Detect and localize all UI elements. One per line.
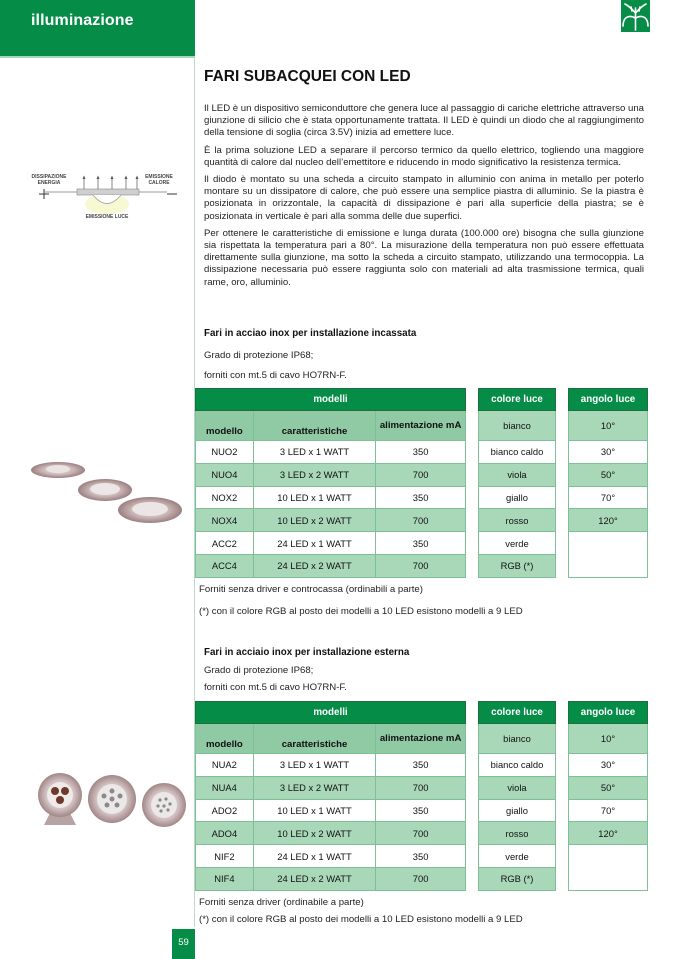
color-cell: verde xyxy=(479,532,556,555)
cell-caratteristiche: 3 LED x 1 WATT xyxy=(253,441,375,464)
color-cell: giallo xyxy=(479,486,556,509)
section-title: Fari in acciaio inox per installazione esterna xyxy=(204,647,410,658)
cell-ma: 350 xyxy=(376,754,466,777)
cell-caratteristiche: 3 LED x 2 WATT xyxy=(253,463,375,486)
cell-modello: NUA2 xyxy=(196,754,254,777)
cell-caratteristiche: 3 LED x 1 WATT xyxy=(253,754,375,777)
section-incassata xyxy=(204,328,664,381)
color-table-esterna xyxy=(478,701,556,891)
cell-ma: 700 xyxy=(376,776,466,799)
cell-caratteristiche: 24 LED x 1 WATT xyxy=(253,532,375,555)
intro-paragraph: È la prima soluzione LED a separare il percorso termico da quello elettrico, togliendo una maggiore quantità di calore dal nucleo dell’emettitore e riducendo in modo significativo la resistenza termica. xyxy=(204,144,644,168)
models-header: modelli xyxy=(196,702,466,724)
cell-modello: ADO4 xyxy=(196,822,254,845)
color-cell: verde xyxy=(479,845,556,868)
models-table-esterna xyxy=(195,701,466,891)
cell-modello: ACC4 xyxy=(196,554,254,577)
cell-modello: NIF2 xyxy=(196,845,254,868)
page-title: FARI SUBACQUEI CON LED xyxy=(204,68,411,85)
table-row xyxy=(196,554,466,577)
intro-paragraph: Il LED è un dispositivo semiconduttore che genera luce al passaggio di cariche elettriche attraverso una giunzione di silicio che è stata opportunamente trattata. Il LED è quindi un diodo che al raggiungimento della tensione di soglia (circa 3.5V) inizia ad emettere luce. xyxy=(204,103,644,139)
angle-cell: 120° xyxy=(569,822,648,845)
cell-ma: 350 xyxy=(376,486,466,509)
col-caratteristiche: caratteristiche xyxy=(253,411,375,441)
intro-text xyxy=(204,103,644,294)
cell-modello: NOX2 xyxy=(196,486,254,509)
angle-cell: 10° xyxy=(569,724,648,754)
col-modello: modello xyxy=(196,724,254,754)
table-row xyxy=(196,463,466,486)
note-driver: Forniti senza driver (ordinabile a parte) xyxy=(199,897,364,908)
cell-ma: 700 xyxy=(376,867,466,890)
cell-caratteristiche: 24 LED x 2 WATT xyxy=(253,554,375,577)
color-table-incassata xyxy=(478,388,556,578)
cell-caratteristiche: 10 LED x 2 WATT xyxy=(253,822,375,845)
intro-paragraph: Il diodo è montato su una scheda a circuito stampato in alluminio con anima in metallo per poterlo montare su un dissipatore di calore, che può essere una semplice piastra di alluminio. Se la piastra è posizionata in orizzontale, la capacità di dissipazione è pari alla superficie della piastra; se è posizionata in verticale è pari alla somma delle due superfici. xyxy=(204,174,644,222)
fountain-logo-icon xyxy=(621,0,650,32)
cell-ma: 350 xyxy=(376,845,466,868)
table-row xyxy=(196,532,466,555)
cell-caratteristiche: 10 LED x 1 WATT xyxy=(253,486,375,509)
color-cell: RGB (*) xyxy=(479,554,556,577)
color-cell: rosso xyxy=(479,822,556,845)
protection-grade: Grado di protezione IP68; xyxy=(204,665,314,676)
angle-table-esterna xyxy=(568,701,648,891)
cell-ma: 700 xyxy=(376,509,466,532)
angle-cell: 30° xyxy=(569,754,648,777)
table-row xyxy=(196,754,466,777)
cell-ma: 700 xyxy=(376,822,466,845)
cell-modello: ADO2 xyxy=(196,799,254,822)
color-cell: bianco xyxy=(479,411,556,441)
color-cell: viola xyxy=(479,463,556,486)
table-row xyxy=(196,509,466,532)
table-row xyxy=(196,799,466,822)
cell-caratteristiche: 24 LED x 1 WATT xyxy=(253,845,375,868)
col-alimentazione: alimentazione mA xyxy=(376,724,466,754)
empty-cell xyxy=(569,532,648,578)
led-thermal-diagram xyxy=(27,170,187,225)
table-row xyxy=(196,867,466,890)
col-caratteristiche: caratteristiche xyxy=(253,724,375,754)
note-rgb: (*) con il colore RGB al posto dei modelli a 10 LED esistono modelli a 9 LED xyxy=(199,914,523,925)
angle-cell: 70° xyxy=(569,799,648,822)
intro-paragraph: Per ottenere le caratteristiche di emissione e lunga durata (100.000 ore) bisogna che sulla giunzione sia rispettata la temperatura pari a 80°. La misurazione della temperatura non può essere effettuata direttamente sulla giunzione, ma sotto la scheda a circuito stampato, utilizzando una termocoppia. La dissipazione necessaria può essere raggiunta solo con materiali ad alta trasmissione termica, quali rame, oro, alluminio. xyxy=(204,227,644,288)
diagram-label-light: EMISSIONE LUCE xyxy=(85,214,129,220)
cell-ma: 350 xyxy=(376,532,466,555)
angle-table-incassata xyxy=(568,388,648,578)
angolo-header: angolo luce xyxy=(569,389,648,411)
note-rgb: (*) con il colore RGB al posto dei modelli a 10 LED esistono modelli a 9 LED xyxy=(199,606,523,617)
section-esterna xyxy=(204,647,664,693)
col-modello: modello xyxy=(196,411,254,441)
cell-modello: NUA4 xyxy=(196,776,254,799)
table-row xyxy=(196,776,466,799)
color-cell: viola xyxy=(479,776,556,799)
cell-ma: 700 xyxy=(376,463,466,486)
cable-info: forniti con mt.5 di cavo HO7RN-F. xyxy=(204,682,347,693)
section-title: Fari in acciao inox per installazione incassata xyxy=(204,328,417,339)
cell-caratteristiche: 3 LED x 2 WATT xyxy=(253,776,375,799)
color-cell: rosso xyxy=(479,509,556,532)
col-alimentazione: alimentazione mA xyxy=(376,411,466,441)
colore-header: colore luce xyxy=(479,702,556,724)
cell-ma: 700 xyxy=(376,554,466,577)
angle-cell: 70° xyxy=(569,486,648,509)
angle-cell: 50° xyxy=(569,463,648,486)
protection-grade: Grado di protezione IP68; xyxy=(204,350,314,361)
section-title: illuminazione xyxy=(31,12,134,29)
color-cell: giallo xyxy=(479,799,556,822)
color-cell: RGB (*) xyxy=(479,867,556,890)
angle-cell: 120° xyxy=(569,509,648,532)
cell-modello: NUO2 xyxy=(196,441,254,464)
angolo-header: angolo luce xyxy=(569,702,648,724)
color-cell: bianco caldo xyxy=(479,441,556,464)
color-cell: bianco xyxy=(479,724,556,754)
table-row xyxy=(196,441,466,464)
note-driver: Forniti senza driver e controcassa (ordinabili a parte) xyxy=(199,584,423,595)
cell-caratteristiche: 10 LED x 1 WATT xyxy=(253,799,375,822)
angle-cell: 10° xyxy=(569,411,648,441)
angle-cell: 30° xyxy=(569,441,648,464)
cell-ma: 350 xyxy=(376,799,466,822)
cell-ma: 350 xyxy=(376,441,466,464)
external-lights-photo xyxy=(30,765,190,840)
cell-modello: NUO4 xyxy=(196,463,254,486)
angle-cell: 50° xyxy=(569,776,648,799)
diagram-label-heat: EMISSIONE CALORE xyxy=(145,174,173,186)
table-row xyxy=(196,845,466,868)
page-number: 59 xyxy=(172,929,195,959)
cell-modello: ACC2 xyxy=(196,532,254,555)
cell-modello: NIF4 xyxy=(196,867,254,890)
cell-caratteristiche: 24 LED x 2 WATT xyxy=(253,867,375,890)
models-header: modelli xyxy=(196,389,466,411)
diagram-label-dissipation: DISSIPAZIONE ENERGIA xyxy=(31,174,67,186)
cable-info: forniti con mt.5 di cavo HO7RN-F. xyxy=(204,370,347,381)
table-row xyxy=(196,822,466,845)
empty-cell xyxy=(569,845,648,891)
header-rule xyxy=(0,56,195,58)
table-row xyxy=(196,486,466,509)
recessed-lights-photo xyxy=(30,458,190,533)
colore-header: colore luce xyxy=(479,389,556,411)
cell-caratteristiche: 10 LED x 2 WATT xyxy=(253,509,375,532)
cell-modello: NOX4 xyxy=(196,509,254,532)
models-table-incassata xyxy=(195,388,466,578)
color-cell: bianco caldo xyxy=(479,754,556,777)
section-header xyxy=(0,0,195,57)
